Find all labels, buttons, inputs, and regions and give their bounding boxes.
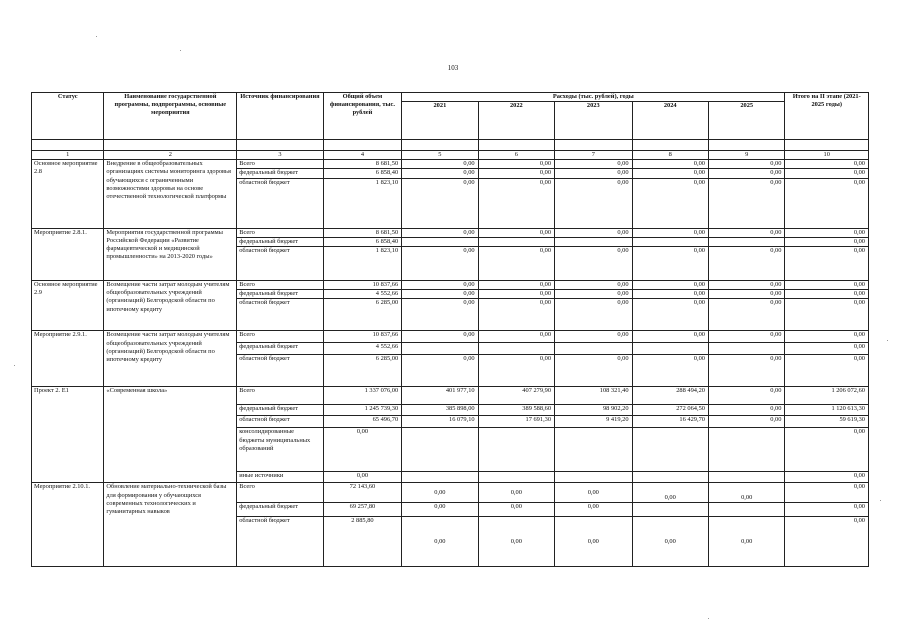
year-value: 0,00 (478, 290, 554, 299)
year-value: 0,00 (708, 178, 784, 228)
year-value (708, 428, 784, 472)
stage-total-value: 0,00 (785, 237, 869, 246)
row-total: 8 681,50 (323, 228, 401, 237)
financing-table-sheet (31, 92, 869, 567)
year-value: 0,00 (402, 299, 478, 331)
financing-table (31, 92, 869, 567)
header-year: 2021 (402, 102, 478, 140)
row-source: Всего (237, 331, 324, 343)
scan-speck (708, 618, 709, 619)
year-value (478, 343, 554, 355)
column-number: 2 (104, 151, 237, 160)
year-value: 0,00 (402, 246, 478, 280)
year-value: 0,00 (478, 517, 554, 567)
year-value (555, 237, 632, 246)
year-value: 108 321,40 (555, 387, 632, 405)
table-row (32, 228, 869, 237)
year-value: 0,00 (708, 416, 784, 428)
header-year: 2025 (708, 102, 784, 140)
row-source: консолидированные бюджеты муниципальных образований (237, 428, 324, 472)
scan-speck (180, 50, 181, 51)
row-status: Мероприятие 2.9.1. (32, 331, 104, 387)
row-status: Мероприятие 2.10.1. (32, 483, 104, 567)
table-row (32, 160, 869, 169)
year-value: 98 902,20 (555, 405, 632, 416)
year-value: 385 898,00 (402, 405, 478, 416)
year-value: 0,00 (632, 178, 708, 228)
row-total: 10 837,66 (323, 280, 401, 289)
year-value (708, 472, 784, 483)
row-name: Возмещение части затрат молодым учителям общеобразовательных учреждений (организаций) Белгородской области по ипотечному кредиту (104, 280, 237, 330)
row-total: 4 552,66 (323, 343, 401, 355)
year-value: 0,00 (708, 290, 784, 299)
year-value (632, 237, 708, 246)
year-value: 407 279,90 (478, 387, 554, 405)
year-value: 401 977,10 (402, 387, 478, 405)
row-total: 8 681,50 (323, 160, 401, 169)
column-number: 5 (402, 151, 478, 160)
year-value: 0,00 (708, 331, 784, 343)
year-value: 0,00 (632, 246, 708, 280)
year-value: 0,00 (632, 280, 708, 289)
year-value: 0,00 (555, 503, 632, 517)
row-source: федеральный бюджет (237, 503, 324, 517)
row-total: 1 823,10 (323, 246, 401, 280)
row-total: 72 143,60 (323, 483, 401, 503)
year-value: 0,00 (478, 169, 554, 178)
year-value: 0,00 (478, 331, 554, 343)
column-number: 9 (708, 151, 784, 160)
header-total: Общий объем финансирования, тыс. рублей (323, 93, 401, 140)
stage-total-value: 0,00 (785, 228, 869, 237)
row-total: 6 858,40 (323, 169, 401, 178)
row-total: 2 885,80 (323, 517, 401, 567)
year-value: 0,00 (402, 355, 478, 387)
stage-total-value: 1 120 613,30 (785, 405, 869, 416)
year-value: 0,00 (478, 280, 554, 289)
row-source: федеральный бюджет (237, 237, 324, 246)
year-value: 0,00 (402, 228, 478, 237)
year-value (402, 343, 478, 355)
header-year: 2024 (632, 102, 708, 140)
row-total: 65 496,70 (323, 416, 401, 428)
year-value: 0,00 (402, 290, 478, 299)
year-value: 0,00 (402, 483, 478, 503)
year-value: 0,00 (632, 228, 708, 237)
year-value: 0,00 (632, 299, 708, 331)
row-source: областной бюджет (237, 355, 324, 387)
scan-speck (887, 340, 888, 341)
row-total: 6 858,40 (323, 237, 401, 246)
stage-total-value: 1 206 072,60 (785, 387, 869, 405)
year-value: 0,00 (555, 228, 632, 237)
column-number: 4 (323, 151, 401, 160)
row-total: 10 837,66 (323, 331, 401, 343)
row-name: Обновление материально-технической базы для формирования у обучающихся современных технологических и гуманитарных навыков (104, 483, 237, 567)
page-number: 103 (447, 64, 459, 72)
year-value: 0,00 (708, 483, 784, 503)
row-total: 6 285,00 (323, 355, 401, 387)
year-value: 0,00 (632, 331, 708, 343)
year-value: 0,00 (555, 160, 632, 169)
table-row (32, 280, 869, 289)
year-value: 0,00 (555, 331, 632, 343)
year-value: 0,00 (632, 355, 708, 387)
year-value: 17 691,30 (478, 416, 554, 428)
year-value: 16 429,70 (632, 416, 708, 428)
year-value: 0,00 (708, 355, 784, 387)
row-name: Возмещение части затрат молодым учителям общеобразовательных учреждений (организаций) Белгородской области по ипотечному кредиту (104, 331, 237, 387)
row-status: Проект 2. Е1 (32, 387, 104, 483)
year-value: 0,00 (632, 169, 708, 178)
stage-total-value: 59 619,30 (785, 416, 869, 428)
row-total: 1 337 076,00 (323, 387, 401, 405)
year-value: 0,00 (708, 517, 784, 567)
stage-total-value: 0,00 (785, 343, 869, 355)
year-value (402, 237, 478, 246)
stage-total-value: 0,00 (785, 472, 869, 483)
year-value: 0,00 (555, 299, 632, 331)
row-total: 1 823,10 (323, 178, 401, 228)
year-value (555, 343, 632, 355)
row-source: федеральный бюджет (237, 290, 324, 299)
year-value (555, 472, 632, 483)
year-value: 0,00 (708, 160, 784, 169)
year-value: 0,00 (555, 517, 632, 567)
scan-speck (96, 36, 97, 37)
year-value: 0,00 (478, 246, 554, 280)
column-number: 1 (32, 151, 104, 160)
year-value: 0,00 (632, 290, 708, 299)
stage-total-value: 0,00 (785, 355, 869, 387)
column-number: 10 (785, 151, 869, 160)
year-value: 0,00 (555, 178, 632, 228)
row-source: Всего (237, 387, 324, 405)
header-year: 2023 (555, 102, 632, 140)
row-status: Мероприятие 2.8.1. (32, 228, 104, 280)
year-value: 272 064,50 (632, 405, 708, 416)
year-value: 0,00 (478, 228, 554, 237)
header-status: Статус (32, 93, 104, 140)
year-value: 0,00 (708, 387, 784, 405)
stage-total-value: 0,00 (785, 483, 869, 503)
year-value: 0,00 (478, 503, 554, 517)
row-source: областной бюджет (237, 178, 324, 228)
row-total: 6 285,00 (323, 299, 401, 331)
year-value: 0,00 (478, 178, 554, 228)
year-value (632, 472, 708, 483)
row-source: областной бюджет (237, 246, 324, 280)
year-value: 0,00 (555, 246, 632, 280)
row-source: Всего (237, 483, 324, 503)
year-value (708, 237, 784, 246)
year-value: 0,00 (708, 405, 784, 416)
header-name: Наименование государственной программы, подпрограммы, основные мероприятия (104, 93, 237, 140)
year-value: 0,00 (555, 483, 632, 503)
column-number: 8 (632, 151, 708, 160)
row-name: «Современная школа» (104, 387, 237, 483)
scan-speck (14, 365, 15, 366)
stage-total-value: 0,00 (785, 517, 869, 567)
row-source: Всего (237, 160, 324, 169)
table-row (32, 387, 869, 405)
year-value: 0,00 (708, 228, 784, 237)
year-value: 0,00 (555, 355, 632, 387)
column-number: 3 (237, 151, 324, 160)
row-source: Всего (237, 228, 324, 237)
year-value: 0,00 (632, 483, 708, 503)
row-total: 69 257,80 (323, 503, 401, 517)
header-year: 2022 (478, 102, 554, 140)
stage-total-value: 0,00 (785, 428, 869, 472)
year-value: 0,00 (478, 483, 554, 503)
row-name: Мероприятия государственной программы Российской Федерации «Развитие фармацевтической и медицинской промышленности» на 2013-2020 годы» (104, 228, 237, 280)
year-value: 0,00 (555, 290, 632, 299)
year-value (708, 503, 784, 517)
stage-total-value: 0,00 (785, 160, 869, 169)
year-value: 0,00 (632, 517, 708, 567)
year-value: 0,00 (708, 280, 784, 289)
stage-total-value: 0,00 (785, 280, 869, 289)
year-value: 0,00 (555, 169, 632, 178)
year-value: 0,00 (708, 246, 784, 280)
row-source: Всего (237, 280, 324, 289)
row-status: Основное мероприятие 2.9 (32, 280, 104, 330)
year-value (478, 428, 554, 472)
year-value: 0,00 (478, 355, 554, 387)
column-number: 6 (478, 151, 554, 160)
year-value (478, 472, 554, 483)
row-source: областной бюджет (237, 416, 324, 428)
year-value: 0,00 (478, 299, 554, 331)
row-source: федеральный бюджет (237, 169, 324, 178)
year-value: 0,00 (402, 331, 478, 343)
year-value: 0,00 (708, 299, 784, 331)
row-total: 1 245 739,30 (323, 405, 401, 416)
row-source: федеральный бюджет (237, 405, 324, 416)
year-value: 389 588,60 (478, 405, 554, 416)
stage-total-value: 0,00 (785, 331, 869, 343)
header-stage-total: Итого на II этапе (2021-2025 годы) (785, 93, 869, 140)
year-value (555, 428, 632, 472)
stage-total-value: 0,00 (785, 169, 869, 178)
row-source: областной бюджет (237, 299, 324, 331)
year-value: 0,00 (402, 280, 478, 289)
stage-total-value: 0,00 (785, 299, 869, 331)
row-source: федеральный бюджет (237, 343, 324, 355)
stage-total-value: 0,00 (785, 246, 869, 280)
stage-total-value: 0,00 (785, 503, 869, 517)
row-total: 0,00 (323, 428, 401, 472)
row-total: 4 552,66 (323, 290, 401, 299)
year-value (402, 428, 478, 472)
year-value (478, 237, 554, 246)
year-value (402, 472, 478, 483)
year-value: 0,00 (402, 517, 478, 567)
year-value: 0,00 (478, 160, 554, 169)
stage-total-value: 0,00 (785, 178, 869, 228)
header-expenses: Расходы (тыс. рублей), годы (402, 93, 785, 102)
year-value: 0,00 (402, 503, 478, 517)
table-row (32, 483, 869, 503)
year-value: 0,00 (402, 169, 478, 178)
year-value: 16 079,10 (402, 416, 478, 428)
row-name: Внедрение в общеобразовательных организациях системы мониторинга здоровья обучающихся с ограниченными возможностями здоровья на основе отечественной технологической платформы (104, 160, 237, 228)
table-row (32, 331, 869, 343)
row-source: иные источники (237, 472, 324, 483)
year-value: 288 494,20 (632, 387, 708, 405)
row-status: Основное мероприятие 2.8 (32, 160, 104, 228)
year-value: 0,00 (402, 178, 478, 228)
year-value (708, 343, 784, 355)
header-source: Источник финансирования (237, 93, 324, 140)
year-value: 0,00 (632, 160, 708, 169)
column-number: 7 (555, 151, 632, 160)
row-total: 0,00 (323, 472, 401, 483)
year-value (632, 343, 708, 355)
scan-speck (880, 500, 881, 501)
year-value (632, 428, 708, 472)
stage-total-value: 0,00 (785, 290, 869, 299)
year-value: 9 419,20 (555, 416, 632, 428)
year-value: 0,00 (708, 169, 784, 178)
year-value (632, 503, 708, 517)
row-source: областной бюджет (237, 517, 324, 567)
year-value: 0,00 (555, 280, 632, 289)
year-value: 0,00 (402, 160, 478, 169)
